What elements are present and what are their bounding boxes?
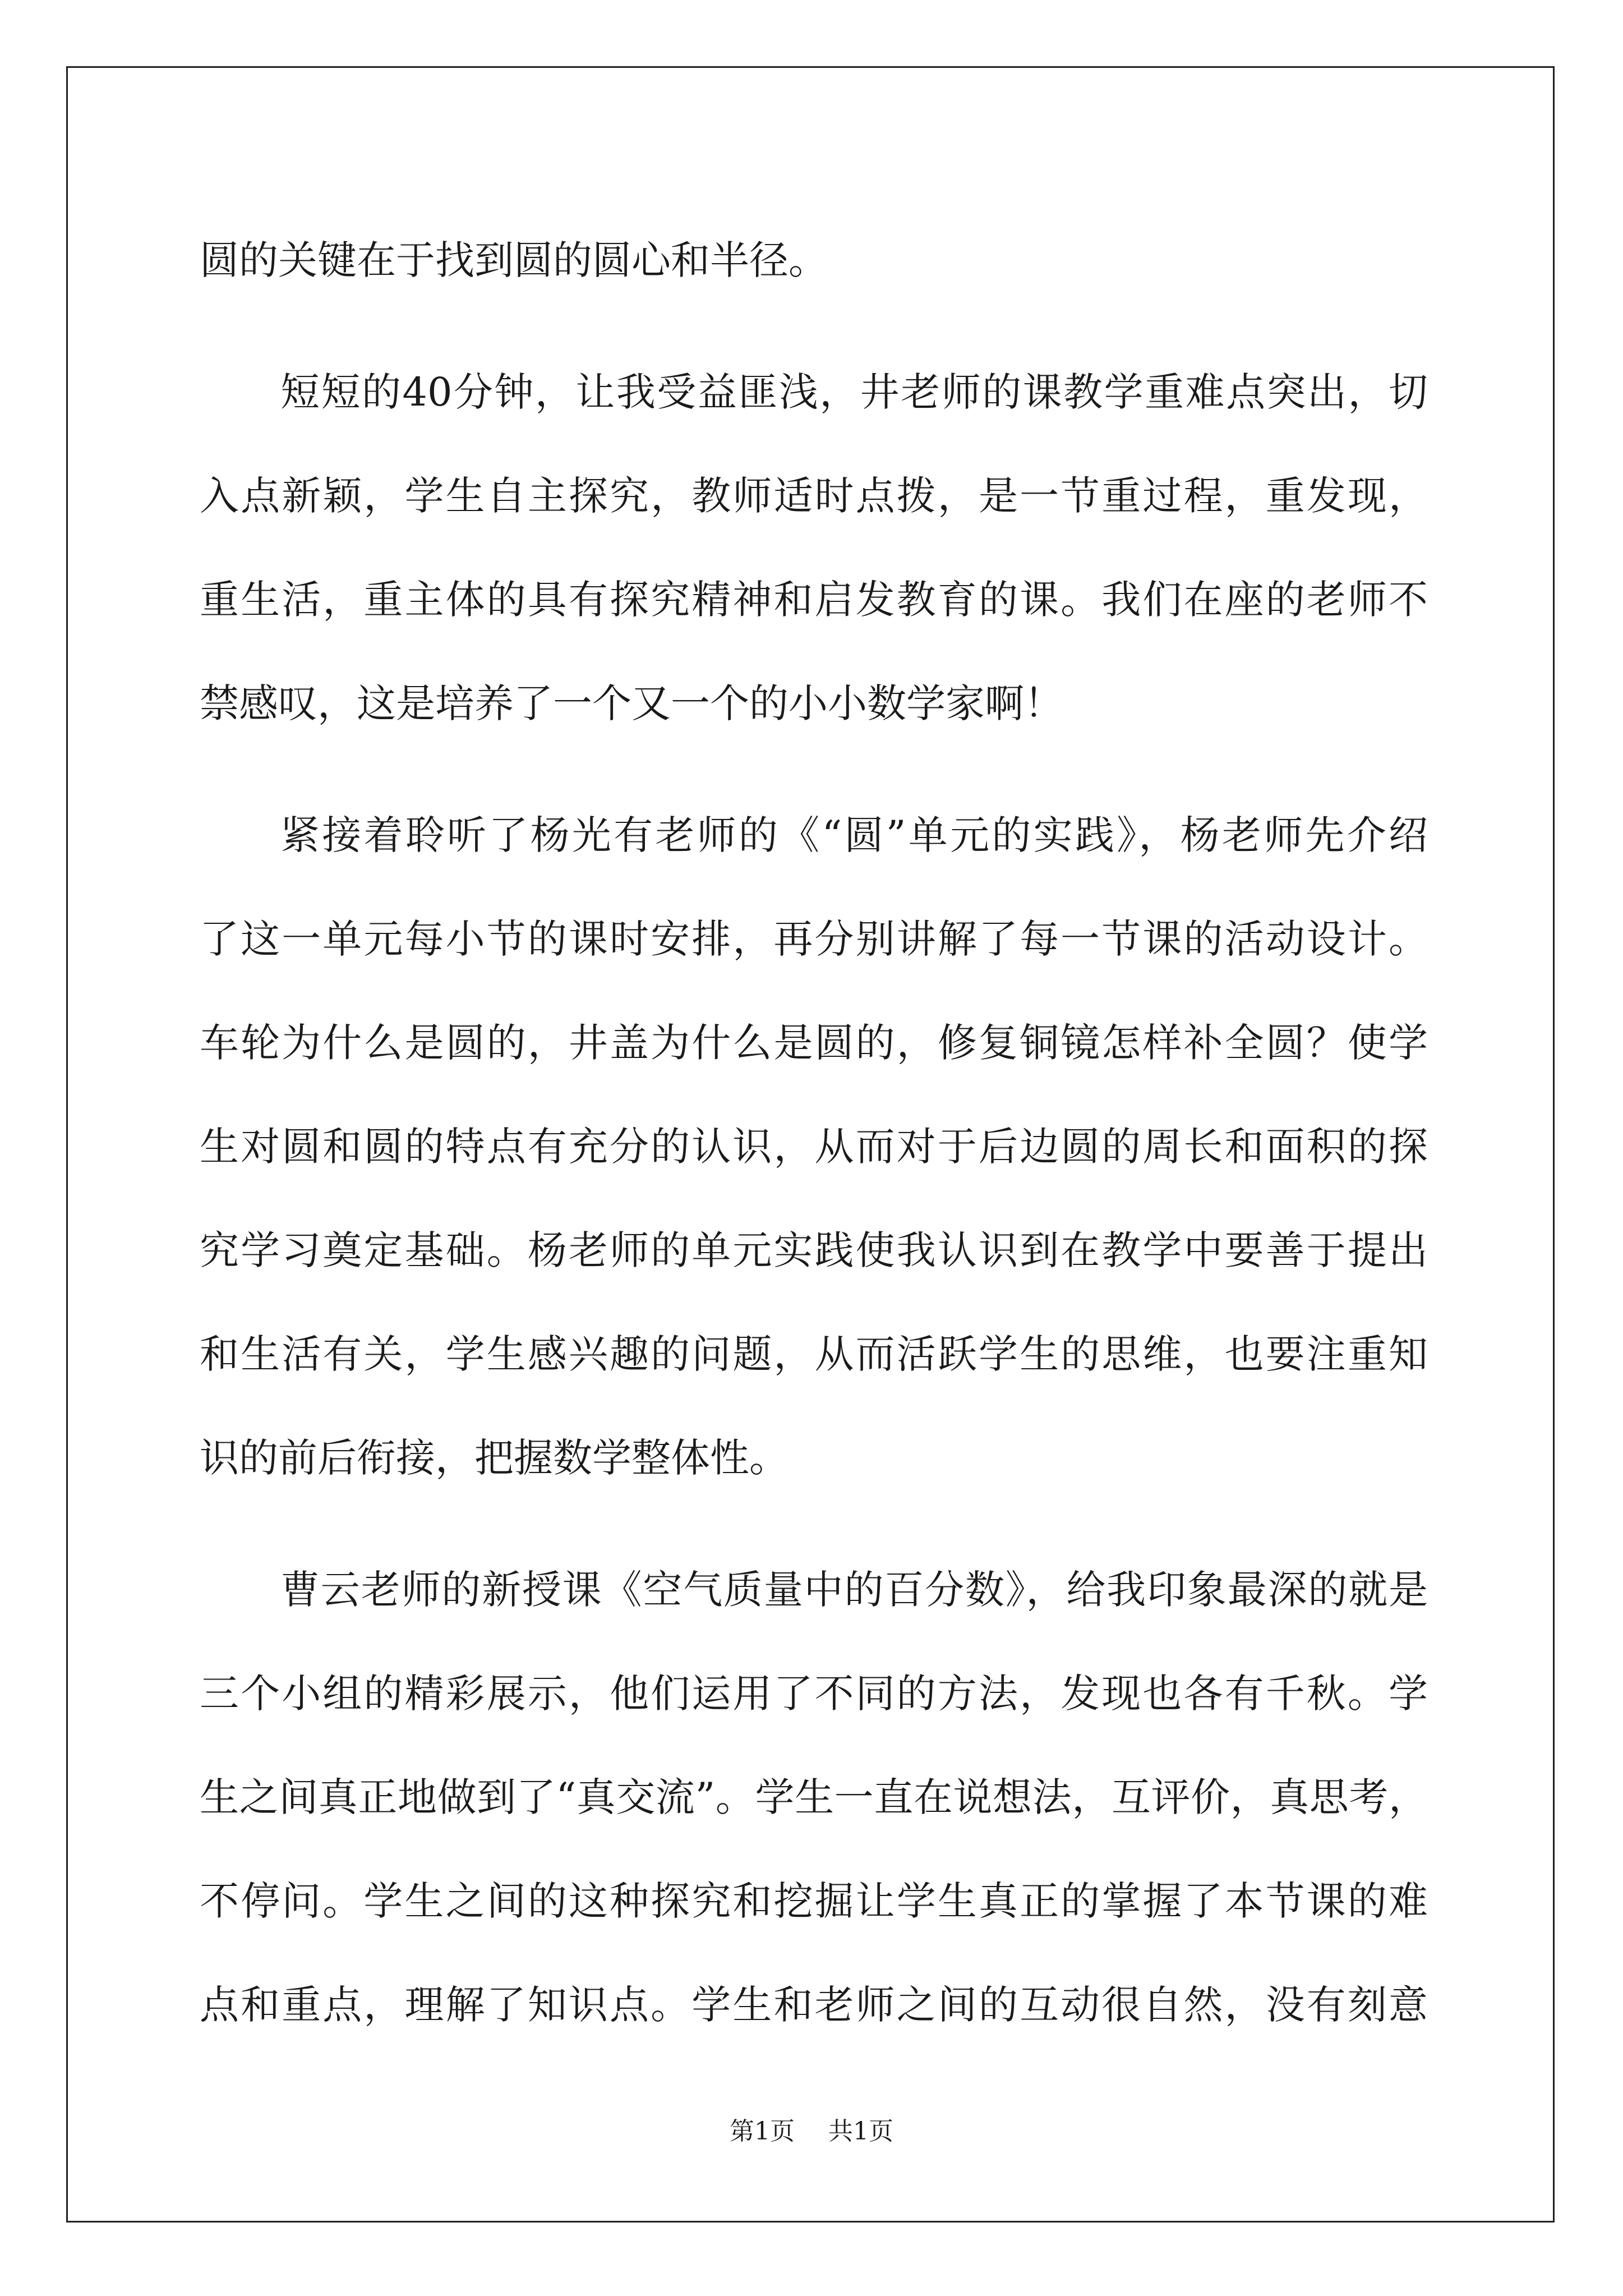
text-line: 曹云老师的新授课《空气质量中的百分数》，给我印象最深的就是 <box>280 1567 1428 1613</box>
text-line: 短短的40分钟，让我受益匪浅，井老师的课教学重难点突出，切 <box>280 369 1428 415</box>
page-footer <box>0 2115 1623 2148</box>
text-line: 禁感叹，这是培养了一个又一个的小小数学家啊！ <box>200 680 1063 726</box>
text-line: 生对圆和圆的特点有充分的认识，从而对于后边圆的周长和面积的探 <box>200 1124 1428 1170</box>
text-line: 重生活，重主体的具有探究精神和启发教育的课。我们在座的老师不 <box>200 577 1428 623</box>
text-line: 生之间真正地做到了“真交流”。学生一直在说想法，互评价，真思考， <box>200 1774 1428 1820</box>
text-line: 车轮为什么是圆的，井盖为什么是圆的，修复铜镜怎样补全圆？使学 <box>200 1020 1428 1066</box>
text-line: 点和重点，理解了知识点。学生和老师之间的互动很自然，没有刻意 <box>200 1982 1428 2028</box>
text-line: 入点新颖，学生自主探究，教师适时点拨，是一节重过程，重发现， <box>200 473 1428 519</box>
text-line: 究学习奠定基础。杨老师的单元实践使我认识到在教学中要善于提出 <box>200 1227 1428 1273</box>
text-line: 紧接着聆听了杨光有老师的《“圆”单元的实践》，杨老师先介绍 <box>280 812 1428 858</box>
text-line: 三个小组的精彩展示，他们运用了不同的方法，发现也各有千秋。学 <box>200 1671 1428 1717</box>
document-body <box>200 209 1428 2057</box>
text-line: 不停问。学生之间的这种探究和挖掘让学生真正的掌握了本节课的难 <box>200 1878 1428 1924</box>
page-number: 第1页 <box>730 2117 795 2146</box>
text-line: 和生活有关，学生感兴趣的问题，从而活跃学生的思维，也要注重知 <box>200 1331 1428 1377</box>
text-line: 识的前后衔接，把握数学整体性。 <box>200 1435 789 1481</box>
text-line: 了这一单元每小节的课时安排，再分别讲解了每一节课的活动设计。 <box>200 916 1428 962</box>
text-line: 圆的关键在于找到圆的圆心和半径。 <box>200 237 828 283</box>
page-total: 共1页 <box>828 2117 893 2146</box>
